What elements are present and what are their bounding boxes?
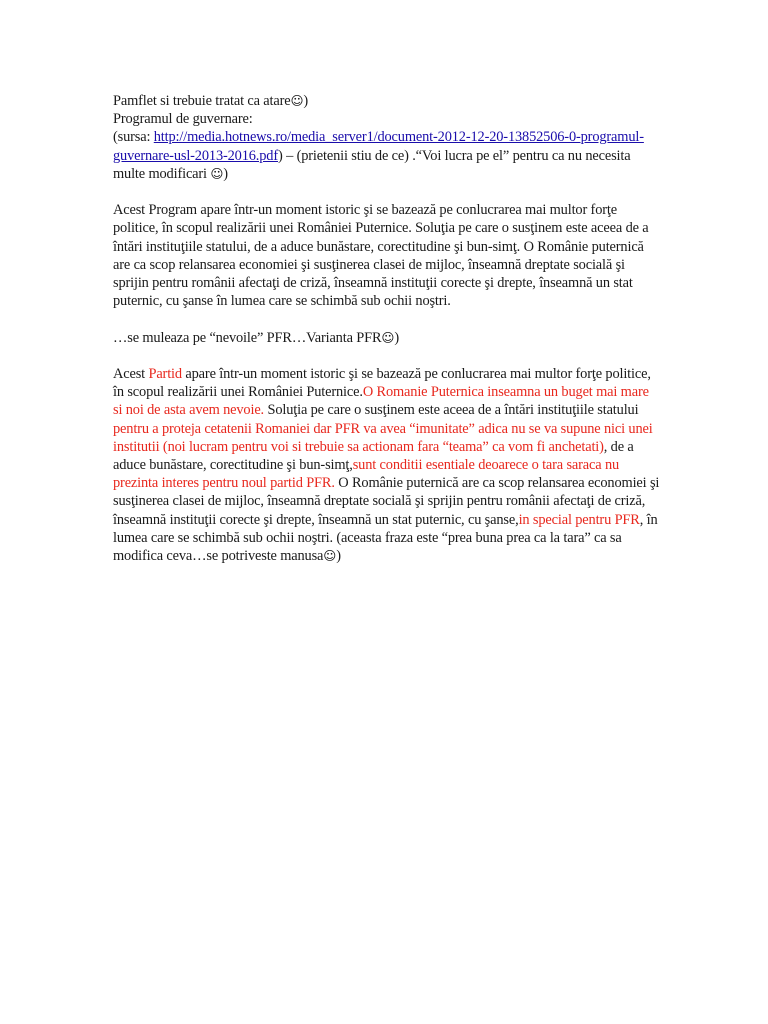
- original-program-paragraph: Acest Program apare într-un moment istoric şi se bazează pe conlucrarea mai multor forţe politice, în scopul realizării unei României Puternice. Soluţia pe care o susţinem este aceea de a întări instituţiile statului, de a aduce bunăstare, corectitudine şi bun-simţ. O Românie puternică are ca scop relansarea economiei şi susţinerea clasei de mijloc, înseamnă dreptate socială şi sprijin pentru românii afectaţi de criză, înseamnă instituţii corecte şi drepte, înseamnă un stat puternic, cu şanse în lumea care se schimbă sub ochii noştri.: [113, 202, 649, 310]
- source-link[interactable]: http://media.hotnews.ro/media_server1/document-2012-12-20-13852506-0-programul-guvernare-usl-2013-2016.pdf: [113, 129, 644, 164]
- transition-end: ): [394, 329, 399, 346]
- smiley-icon: ☺: [381, 329, 395, 345]
- smiley-icon: ☺: [210, 165, 224, 181]
- transition-text: …se muleaza pe “nevoile” PFR…Varianta PFR: [113, 329, 382, 346]
- pfr-highlight-conditii: sunt conditii esentiale deoarece o tara saraca nu prezinta interes pentru noul partid PFR.: [113, 457, 620, 492]
- intro-line-1-end: ): [303, 93, 309, 109]
- pfr-highlight-special: in special pentru PFR: [518, 511, 640, 528]
- pfr-text-6-end: ): [336, 548, 341, 565]
- pfr-variant-paragraph: [113, 365, 661, 565]
- document-page: [113, 92, 661, 565]
- pfr-highlight-partid: Partid: [148, 366, 182, 382]
- smiley-icon: ☺: [290, 93, 304, 108]
- pfr-text-3: Soluţia pe care o susţinem este aceea de a întări instituţiile statului: [264, 402, 639, 419]
- source-end: ): [223, 165, 228, 182]
- pfr-text-1: Acest: [113, 366, 149, 382]
- pfr-highlight-buget: O Romanie Puternica inseamna un buget mai mare si noi de asta avem nevoie.: [113, 384, 649, 419]
- source-suffix: ) – (prietenii stiu de ce) .“Voi lucra pe el” pentru ca nu necesita multe modificari: [113, 147, 631, 182]
- intro-line-1: Pamflet si trebuie tratat ca atare: [113, 93, 291, 109]
- pfr-text-4: , de a aduce bunăstare, corectitudine şi bun-simţ,: [113, 438, 634, 474]
- intro-line-2: Programul de guvernare:: [113, 111, 253, 128]
- pfr-text-6: , în lumea care se schimbă sub ochii noştri. (aceasta fraza este “prea buna prea ca la tara” ca sa modifica ceva…se potriveste manusa: [113, 511, 658, 565]
- smiley-icon: ☺: [323, 548, 337, 564]
- pfr-text-5: O Românie puternică are ca scop relansarea economiei şi susţinerea clasei de mijloc, înseamnă dreptate socială şi sprijin pentru românii afectaţi de criză, înseamnă instituţii corecte şi drepte, înseamnă un stat puternic, cu şanse,: [113, 475, 660, 528]
- intro-block: [113, 92, 661, 183]
- pfr-text-2: apare într-un moment istoric şi se bazează pe conlucrarea mai multor forţe politice, în scopul realizării unei României Puternice.: [113, 366, 651, 401]
- source-prefix: (sursa:: [113, 129, 154, 146]
- pfr-highlight-imunitate: pentru a proteja cetatenii Romaniei dar PFR va avea “imunitate” adica nu se va supune nici unei institutii (noi lucram pentru voi si trebuie sa actionam fara “teama” ca vom fi anchetati): [113, 420, 653, 455]
- transition-line: [113, 329, 661, 347]
